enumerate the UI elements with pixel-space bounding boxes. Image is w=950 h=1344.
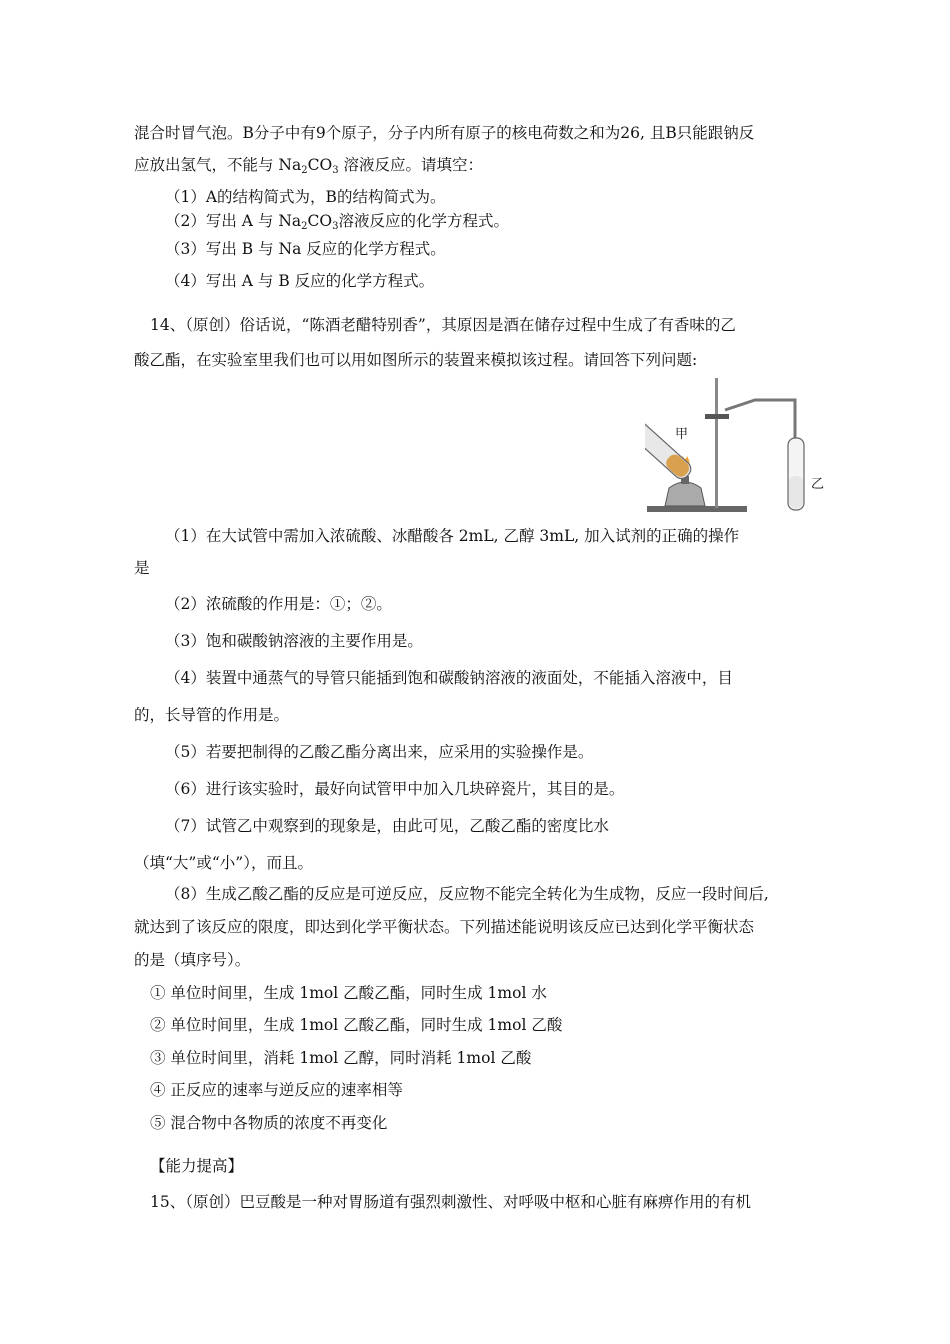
q13-item-2-pre: （2）写出 A 与 Na: [165, 212, 302, 230]
q14-part-4b: 的，长导管的作用是。: [134, 706, 290, 724]
q14-line-1: 14、（原创）俗话说，“陈酒老醋特别香”，其原因是酒在储存过程中生成了有香味的乙: [150, 316, 736, 334]
option-3: ③ 单位时间里，消耗 1mol 乙醇，同时消耗 1mol 乙酸: [150, 1049, 532, 1067]
section-heading: 【能力提高】: [150, 1157, 244, 1175]
q13-item-2-mid: CO: [307, 212, 333, 230]
q14-part-7b: （填“大”或“小”），而且。: [134, 854, 313, 872]
stand-rod: [715, 378, 718, 508]
q14-part-8c: 的是（填序号）。: [134, 951, 251, 969]
q14-part-7a: （7）试管乙中观察到的现象是，由此可见，乙酸乙酯的密度比水: [165, 817, 609, 835]
q13-item-2: [165, 211, 509, 237]
test-tube-jia: [645, 415, 694, 482]
q14-line-2: 酸乙酯，在实验室里我们也可以用如图所示的装置来模拟该过程。请回答下列问题:: [134, 351, 698, 369]
option-1: ① 单位时间里，生成 1mol 乙酸乙酯，同时生成 1mol 水: [150, 984, 547, 1002]
label-yi: 乙: [811, 476, 825, 491]
q14-part-8a: （8）生成乙酸乙酯的反应是可逆反应，反应物不能完全转化为生成物，反应一段时间后,: [165, 885, 769, 903]
q14-part-1b: 是: [134, 559, 150, 577]
intro-line-2-pre: 应放出氢气，不能与 Na: [134, 156, 302, 174]
stand-base: [647, 506, 747, 512]
intro-line-2: [134, 155, 483, 181]
q14-part-4a: （4）装置中通蒸气的导管只能插到饱和碳酸钠溶液的液面处，不能插入溶液中，目: [165, 669, 733, 687]
subscript: 2: [301, 221, 308, 232]
q14-part-2: （2）浓硫酸的作用是：①；②。: [165, 595, 392, 613]
clamp: [705, 414, 729, 419]
q13-item-1: （1）A的结构简式为，B的结构简式为。: [165, 188, 446, 206]
intro-line-2-post: 溶液反应。请填空：: [338, 156, 483, 174]
q13-item-4: （4）写出 A 与 B 反应的化学方程式。: [165, 272, 435, 290]
intro-line-1: 混合时冒气泡。B分子中有9个原子，分子内所有原子的核电荷数之和为26, 且B只能跟钠反: [134, 124, 755, 142]
q14-part-6: （6）进行该实验时，最好向试管甲中加入几块碎瓷片，其目的是。: [165, 780, 625, 798]
apparatus-figure: [645, 376, 830, 516]
q13-item-3: （3）写出 B 与 Na 反应的化学方程式。: [165, 240, 446, 258]
subscript: 2: [301, 165, 308, 176]
option-5: ⑤ 混合物中各物质的浓度不再变化: [150, 1114, 388, 1132]
subscript: 3: [332, 165, 339, 176]
q14-part-8b: 就达到了该反应的限度，即达到化学平衡状态。下列描述能说明该反应已达到化学平衡状态: [134, 918, 755, 936]
option-4: ④ 正反应的速率与逆反应的速率相等: [150, 1081, 403, 1099]
solution: [789, 476, 803, 508]
q14-part-5: （5）若要把制得的乙酸乙酯分离出来，应采用的实验操作是。: [165, 743, 594, 761]
intro-line-2-mid: CO: [307, 156, 333, 174]
subscript: 3: [332, 221, 339, 232]
apparatus-diagram: [645, 376, 830, 516]
label-jia: 甲: [675, 426, 689, 441]
q13-item-2-post: 溶液反应的化学方程式。: [338, 212, 509, 230]
q14-part-1a: （1）在大试管中需加入浓硫酸、冰醋酸各 2mL, 乙醇 3mL, 加入试剂的正确的操作: [165, 527, 740, 545]
alcohol-lamp: [665, 482, 705, 506]
delivery-tube: [725, 400, 795, 446]
q15-line-1: 15、（原创）巴豆酸是一种对胃肠道有强烈刺激性、对呼吸中枢和心脏有麻痹作用的有机: [150, 1193, 751, 1211]
option-2: ② 单位时间里，生成 1mol 乙酸乙酯，同时生成 1mol 乙酸: [150, 1016, 563, 1034]
q14-part-3: （3）饱和碳酸钠溶液的主要作用是。: [165, 632, 423, 650]
